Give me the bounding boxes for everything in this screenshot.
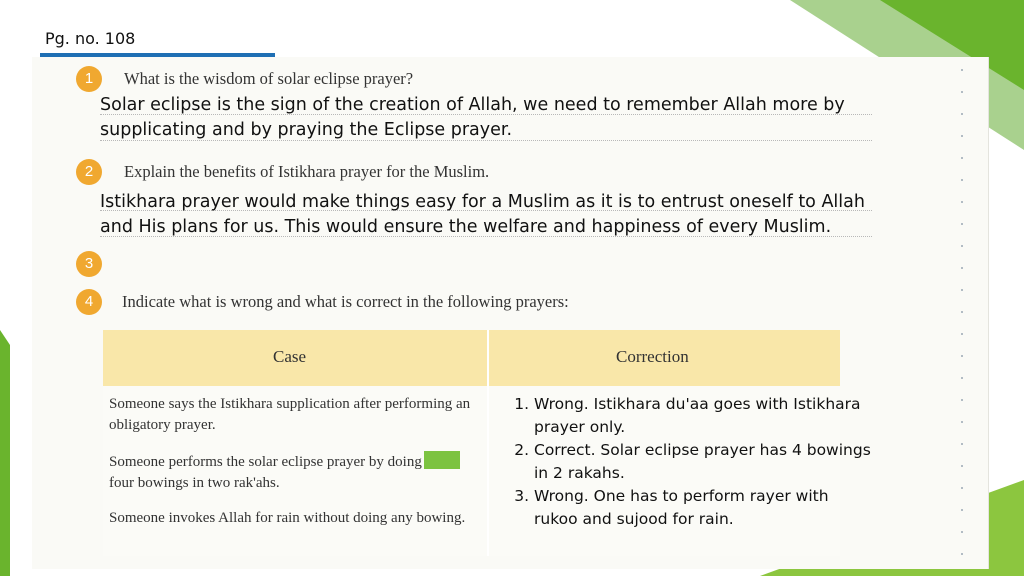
correction-item-2: 2. Correct. Solar eclipse prayer has 4 bowings in 2 rakahs. [534, 439, 874, 485]
blank-highlight [424, 451, 460, 469]
case-row-2-after: four bowings in two rak'ahs. [109, 475, 280, 491]
question-number-badge: 3 [76, 251, 102, 277]
question-1-text: What is the wisdom of solar eclipse prayer? [124, 69, 414, 88]
case-row-2 [109, 451, 479, 494]
page-edge-marks [958, 62, 966, 562]
case-row-2-before: Someone performs the solar eclipse prayer by doing [109, 454, 422, 470]
correction-item-1: 1. Wrong. Istikhara du'aa goes with Istikhara prayer only. [534, 393, 874, 439]
answer-2: Istikhara prayer would make things easy for a Muslim as it is to entrust oneself to Allah and His plans for us. This would ensure the welfare and happiness of every Muslim. [100, 192, 865, 237]
corrections-list [503, 393, 874, 531]
left-edge-accent [0, 330, 10, 576]
correction-column-title: Correction [616, 347, 689, 366]
question-number-badge: 2 [76, 159, 102, 185]
page-number-label: Pg. no. 108 [45, 29, 136, 48]
correction-item-3: 3. Wrong. One has to perform rayer with rukoo and sujood for rain. [534, 485, 874, 531]
case-row-3: Someone invokes Allah for rain without doing any bowing. [109, 510, 466, 526]
question-number-badge: 4 [76, 289, 102, 315]
question-number-badge: 1 [76, 66, 102, 92]
case-row-1: Someone says the Istikhara supplication after performing an obligatory prayer. [109, 396, 471, 433]
case-column-title: Case [273, 347, 307, 366]
question-4-text: Indicate what is wrong and what is correct in the following prayers: [122, 292, 569, 311]
column-divider [487, 330, 489, 556]
question-2-text: Explain the benefits of Istikhara prayer for the Muslim. [124, 162, 490, 181]
answer-1: Solar eclipse is the sign of the creation of Allah, we need to remember Allah more by supplicating and by praying the Eclipse prayer. [100, 95, 845, 140]
